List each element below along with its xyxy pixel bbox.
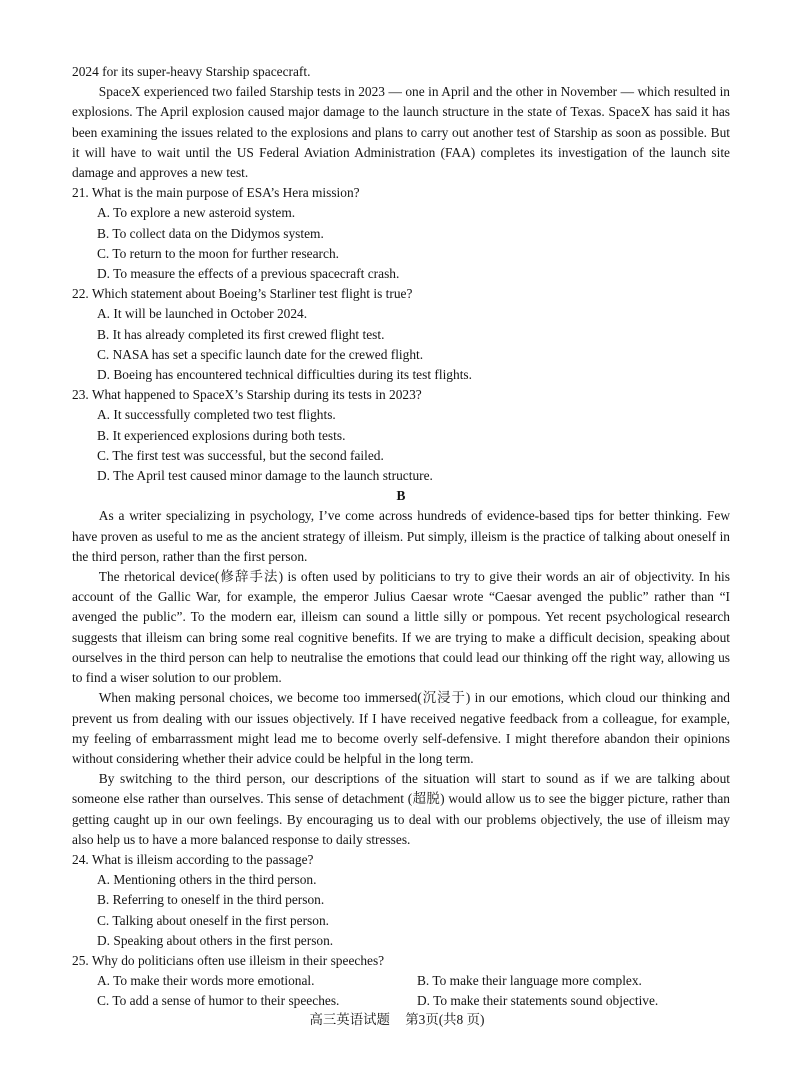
- passage-b-paragraph-3: When making personal choices, we become too immersed(沉浸于) in our emotions, which cloud our thinking and prevent us from dealing with our issues objectively. If I have received negative feedback from a colleague, for example, my feeling of embarrassment might lead me to become overly self-defensive. I might therefore abandon their opinions without considering whether their advice could be helpful in the long term.: [72, 690, 730, 766]
- passage-b-paragraph-4: By switching to the third person, our descriptions of the situation will start to sound as if we are talking about someone else rather than ourselves. This sense of detachment (超脱) would allow us to see the bigger picture, rather than getting caught up in our own feelings. By encouraging us to deal with our problems objectively, the use of illeism may also help us to have a more balanced response to daily stresses.: [72, 771, 730, 847]
- option-b: B. To collect data on the Didymos system.: [97, 225, 324, 241]
- option-d: D. To measure the effects of a previous spacecraft crash.: [97, 266, 400, 282]
- question-21: [72, 183, 730, 284]
- option-d: D. The April test caused minor damage to the launch structure.: [97, 468, 433, 484]
- option-a: A. To explore a new asteroid system.: [97, 205, 296, 221]
- question-stem: 24. What is illeism according to the passage?: [72, 851, 314, 867]
- option-c: C. To add a sense of humor to their speeches.: [97, 993, 340, 1009]
- option-c: C. NASA has set a specific launch date for the crewed flight.: [97, 346, 424, 362]
- option-d: D. To make their statements sound objective.: [417, 993, 659, 1009]
- question-23: [72, 385, 730, 486]
- option-b: B. To make their language more complex.: [417, 973, 642, 989]
- exam-page: [72, 62, 730, 1012]
- option-a: A. To make their words more emotional.: [97, 973, 315, 989]
- option-a: A. Mentioning others in the third person.: [97, 872, 317, 888]
- option-b: B. It has already completed its first crewed flight test.: [97, 326, 385, 342]
- option-d: D. Speaking about others in the first person.: [97, 932, 334, 948]
- question-stem: 21. What is the main purpose of ESA’s Hera mission?: [72, 185, 360, 201]
- question-stem: 22. Which statement about Boeing’s Starliner test flight is true?: [72, 286, 413, 302]
- page-footer: [0, 1010, 794, 1030]
- question-stem: 23. What happened to SpaceX’s Starship during its tests in 2023?: [72, 387, 422, 403]
- footer-page-number: 第3页(共8 页): [405, 1012, 485, 1027]
- passage-b-paragraph-2: The rhetorical device(修辞手法) is often used by politicians to try to give their words an air of objectivity. In his account of the Gallic War, for example, the emperor Julius Caesar wrote “Caesar avenged the public” rather than “I avenged the public”. To the modern ear, illeism can sound a little silly or pompous. Yet recent psychological research suggests that illeism can bring some real cognitive benefits. If we are trying to make a difficult decision, speaking about ourselves in the third person can help to neutralise the emotions that could lead our thinking off the right way, allowing us to find a wiser solution to our problem.: [72, 569, 730, 686]
- option-d: D. Boeing has encountered technical difficulties during its test flights.: [97, 367, 472, 383]
- option-a: A. It successfully completed two test flights.: [97, 407, 336, 423]
- footer-subject: 高三英语试题: [309, 1012, 390, 1027]
- passage-b-paragraph-1: As a writer specializing in psychology, I’ve come across hundreds of evidence-based tips for better thinking. Few have proven as useful to me as the ancient strategy of illeism. Put simply, illeism is the practice of talking about oneself in the third person, rather than the first person.: [72, 508, 730, 564]
- question-22: [72, 284, 730, 385]
- option-b: B. Referring to oneself in the third person.: [97, 892, 325, 908]
- option-b: B. It experienced explosions during both tests.: [97, 427, 346, 443]
- passage-a-continuation: 2024 for its super-heavy Starship spacecraft.: [72, 64, 311, 79]
- option-c: C. To return to the moon for further research.: [97, 245, 339, 261]
- option-c: C. The first test was successful, but the second failed.: [97, 447, 384, 463]
- passage-a-paragraph: SpaceX experienced two failed Starship tests in 2023 — one in April and the other in November — which resulted in explosions. The April explosion caused major damage to the launch structure in the state of Texas. SpaceX has said it has been examining the issues related to the explosions and plans to carry out another test of Starship as soon as possible. But it will have to wait until the US Federal Aviation Administration (FAA) completes its investigation of the launch site damage and approves a new test.: [72, 84, 730, 181]
- option-a: A. It will be launched in October 2024.: [97, 306, 308, 322]
- question-stem: 25. Why do politicians often use illeism in their speeches?: [72, 952, 385, 968]
- options-row: [72, 971, 730, 991]
- question-25: [72, 951, 730, 1012]
- option-c: C. Talking about oneself in the first person.: [97, 912, 329, 928]
- options-row: [72, 991, 730, 1011]
- section-b-heading: B: [396, 488, 406, 504]
- question-24: [72, 850, 730, 951]
